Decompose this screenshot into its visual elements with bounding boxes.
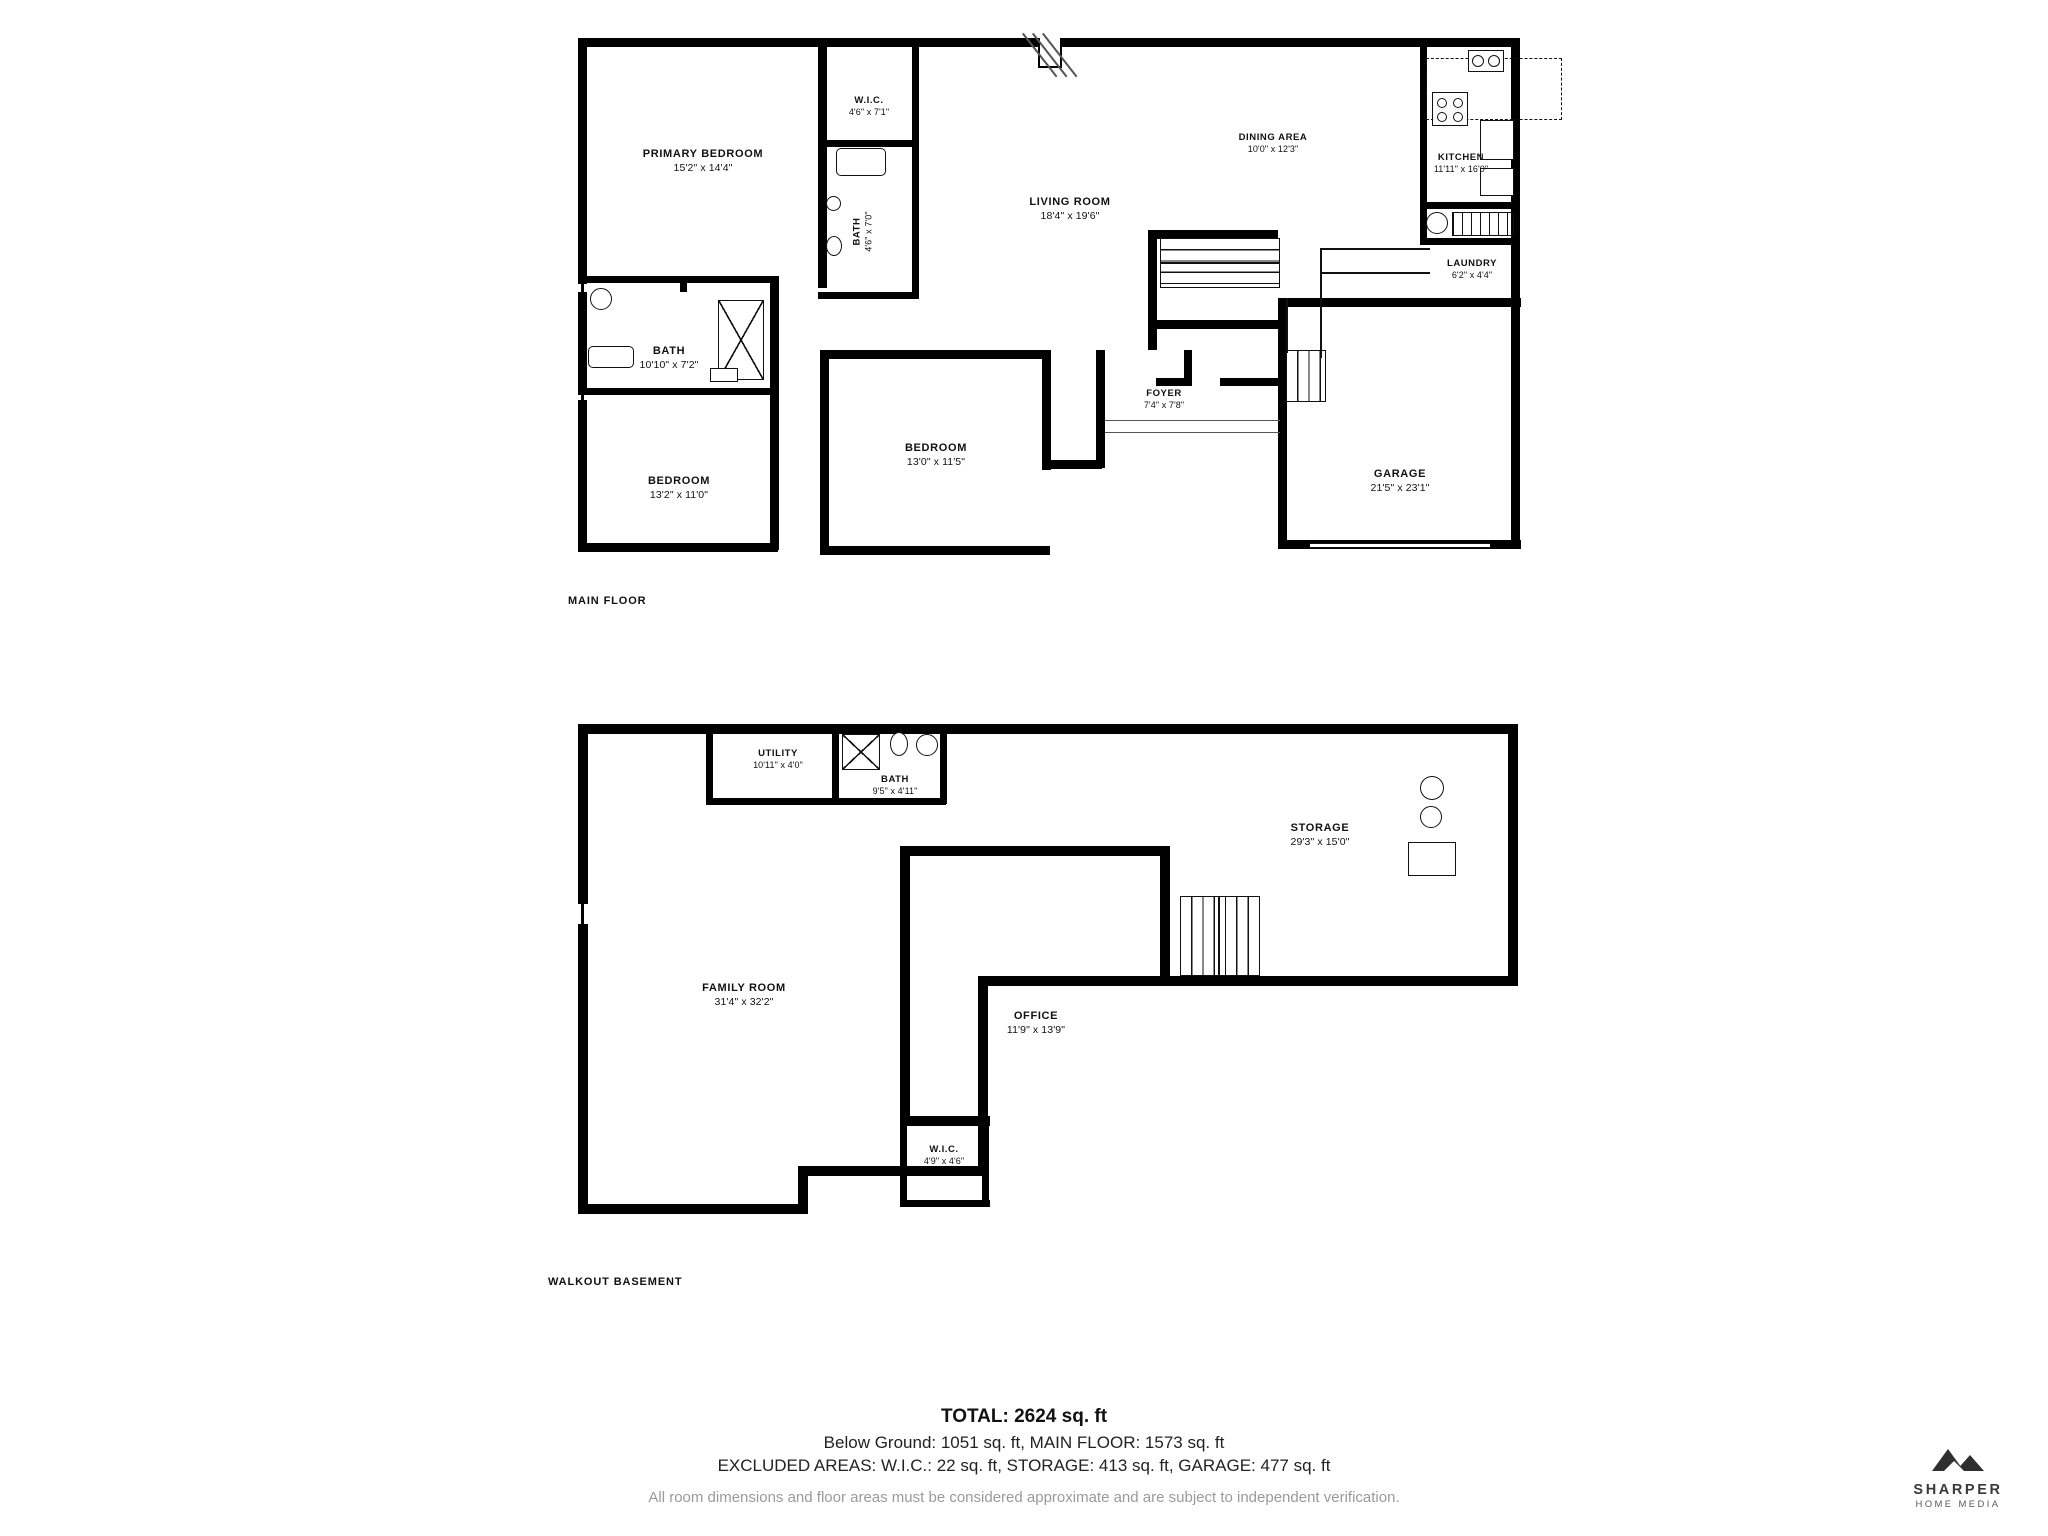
washer-fixture <box>1426 212 1448 234</box>
room-dim: 10'11" x 4'0" <box>753 759 803 770</box>
room-dim: 4'9" x 4'6" <box>923 1155 965 1166</box>
room-dim: 13'0" x 11'5" <box>906 455 966 468</box>
wall <box>706 724 713 804</box>
summary-footer <box>0 1406 2048 1506</box>
wall <box>1508 724 1518 984</box>
room-name: BEDROOM <box>904 442 968 454</box>
toilet-fixture <box>890 732 908 756</box>
sink-fixture <box>590 288 612 310</box>
wall <box>978 980 988 1126</box>
water-tank-fixture <box>1420 776 1444 800</box>
main-floor-caption: MAIN FLOOR <box>568 595 647 607</box>
outline <box>1105 432 1280 433</box>
room-name: BATH <box>881 774 909 785</box>
wall <box>818 38 827 288</box>
room-dim: 29'3" x 15'0" <box>1290 835 1350 848</box>
room-label-garage <box>1320 468 1480 495</box>
room-dim: 11'11" x 16'0" <box>1433 163 1489 174</box>
room-label-dining-area <box>1208 132 1338 155</box>
wall <box>1042 350 1051 470</box>
room-label-bedroom-2 <box>604 475 754 502</box>
burner-icon <box>1453 112 1463 122</box>
room-label-foyer <box>1112 388 1216 411</box>
wall <box>1420 202 1520 209</box>
stairs <box>1180 896 1260 976</box>
room-dim: 10'0" x 12'3" <box>1247 143 1299 154</box>
total-area: TOTAL: 2624 sq. ft <box>940 1406 1108 1427</box>
room-dim: 4'6" x 7'0" <box>863 211 874 252</box>
disclaimer-text: All room dimensions and floor areas must be considered approximate and are subject to independent verification. <box>648 1489 1400 1506</box>
wall <box>900 1200 990 1207</box>
room-name: GARAGE <box>1373 468 1427 480</box>
room-label-wic <box>823 95 915 118</box>
main-floor-plan <box>560 20 1550 660</box>
room-label-family-room <box>654 982 834 1009</box>
wall <box>1060 38 1062 68</box>
room-name: UTILITY <box>758 748 798 759</box>
mountain-icon <box>1894 1445 2022 1480</box>
room-label-utility <box>718 748 838 771</box>
room-name: FAMILY ROOM <box>702 982 786 994</box>
wall <box>798 1166 988 1176</box>
room-dim: 15'2" x 14'4" <box>673 161 733 174</box>
stair-rail <box>1160 262 1280 264</box>
room-dim: 6'2" x 4'4" <box>1451 269 1493 280</box>
toilet-fixture <box>826 236 842 256</box>
room-name: LAUNDRY <box>1446 258 1498 269</box>
furnace-fixture <box>1408 842 1456 876</box>
wall <box>578 924 588 1214</box>
area-breakdown: Below Ground: 1051 sq. ft, MAIN FLOOR: 1573 sq. ft <box>823 1433 1225 1452</box>
wall <box>578 276 778 283</box>
wall <box>770 350 779 550</box>
wall <box>578 388 778 395</box>
hall-line <box>1320 248 1430 250</box>
brand-logo <box>1894 1445 2022 1510</box>
water-tank-fixture <box>1420 806 1442 828</box>
room-name: KITCHEN <box>1437 152 1485 163</box>
room-name: W.I.C. <box>929 1144 959 1155</box>
burner-icon <box>1437 112 1447 122</box>
wall <box>1042 460 1102 469</box>
wall <box>1278 298 1521 307</box>
room-label-living-room <box>980 196 1160 223</box>
basement-caption: WALKOUT BASEMENT <box>548 1276 683 1288</box>
room-label-office <box>956 1010 1116 1037</box>
wall <box>820 546 1050 555</box>
room-label-kitchen <box>1396 152 1526 175</box>
wall <box>770 276 779 356</box>
room-label-basement-wic <box>888 1144 1000 1167</box>
wall <box>578 292 587 388</box>
brand-tagline: HOME MEDIA <box>1915 1499 2001 1510</box>
room-name: BATH <box>851 217 863 246</box>
room-name: PRIMARY BEDROOM <box>642 148 764 160</box>
wall <box>1148 230 1157 350</box>
room-name: FOYER <box>1146 388 1182 399</box>
wall <box>1511 298 1520 548</box>
wall <box>900 846 910 1126</box>
room-label-basement-bath <box>840 774 950 797</box>
room-dim: 4'6" x 7'1" <box>848 106 890 117</box>
wall <box>818 292 919 299</box>
wall <box>978 976 1168 986</box>
sink-basin-icon <box>1472 55 1484 67</box>
room-name: W.I.C. <box>854 95 884 106</box>
wall <box>706 798 946 805</box>
room-dim: 11'9" x 13'9" <box>1006 1023 1066 1036</box>
sink-fixture <box>826 196 841 211</box>
room-label-bath-hall <box>604 345 734 372</box>
room-label-primary-bath <box>851 187 874 277</box>
wall <box>912 38 919 298</box>
sink-basin-icon <box>1488 55 1500 67</box>
wall <box>900 1116 990 1126</box>
room-dim: 13'2" x 11'0" <box>649 488 709 501</box>
wall <box>1160 846 1170 986</box>
room-label-primary-bedroom <box>618 148 788 175</box>
brand-name: SHARPER <box>1913 1482 2003 1498</box>
room-name: BATH <box>652 345 686 357</box>
wall <box>1096 350 1105 468</box>
wall <box>578 724 1518 734</box>
room-dim: 7'4" x 7'8" <box>1143 399 1185 410</box>
shower-fixture <box>842 734 880 770</box>
wall <box>818 140 918 147</box>
room-label-bedroom-3 <box>856 442 1016 469</box>
wall <box>1060 38 1520 47</box>
room-label-storage <box>1240 822 1400 849</box>
room-label-laundry <box>1413 258 1531 281</box>
hall-line <box>1286 298 1288 353</box>
wall <box>1220 378 1278 386</box>
excluded-areas: EXCLUDED AREAS: W.I.C.: 22 sq. ft, STORAGE: 413 sq. ft, GARAGE: 477 sq. ft <box>717 1456 1331 1475</box>
wall <box>578 724 588 904</box>
wall <box>578 400 587 552</box>
stair-rail <box>1218 896 1220 976</box>
room-dim: 18'4" x 19'6" <box>1040 209 1100 222</box>
bathtub-fixture <box>836 148 886 176</box>
wall <box>820 350 829 555</box>
wall <box>578 543 778 552</box>
hall-line <box>1320 248 1322 358</box>
room-name: DINING AREA <box>1238 132 1308 143</box>
wall <box>578 38 587 278</box>
wall <box>578 1204 808 1214</box>
room-name: OFFICE <box>1013 1010 1059 1022</box>
room-dim: 9'5" x 4'11" <box>872 785 918 796</box>
room-dim: 21'5" x 23'1" <box>1370 481 1430 494</box>
basement-plan <box>560 700 1550 1260</box>
laundry-counter <box>1452 212 1514 236</box>
burner-icon <box>1437 98 1447 108</box>
wall <box>1160 976 1518 986</box>
wall <box>680 276 687 292</box>
wall <box>1420 238 1520 245</box>
room-name: BEDROOM <box>647 475 711 487</box>
room-dim: 31'4" x 32'2" <box>714 995 774 1008</box>
wall <box>578 38 982 47</box>
garage-door <box>1310 543 1490 548</box>
sink-fixture <box>916 734 938 756</box>
burner-icon <box>1453 98 1463 108</box>
window <box>581 904 584 924</box>
cooktop-fixture <box>1432 92 1468 126</box>
room-dim: 10'10" x 7'2" <box>639 358 699 371</box>
outline <box>1105 420 1280 421</box>
wall <box>820 350 1050 359</box>
wall <box>1184 350 1192 386</box>
wall <box>900 846 1170 856</box>
room-name: STORAGE <box>1290 822 1350 834</box>
wall <box>1148 320 1278 329</box>
room-name: LIVING ROOM <box>1029 196 1111 208</box>
